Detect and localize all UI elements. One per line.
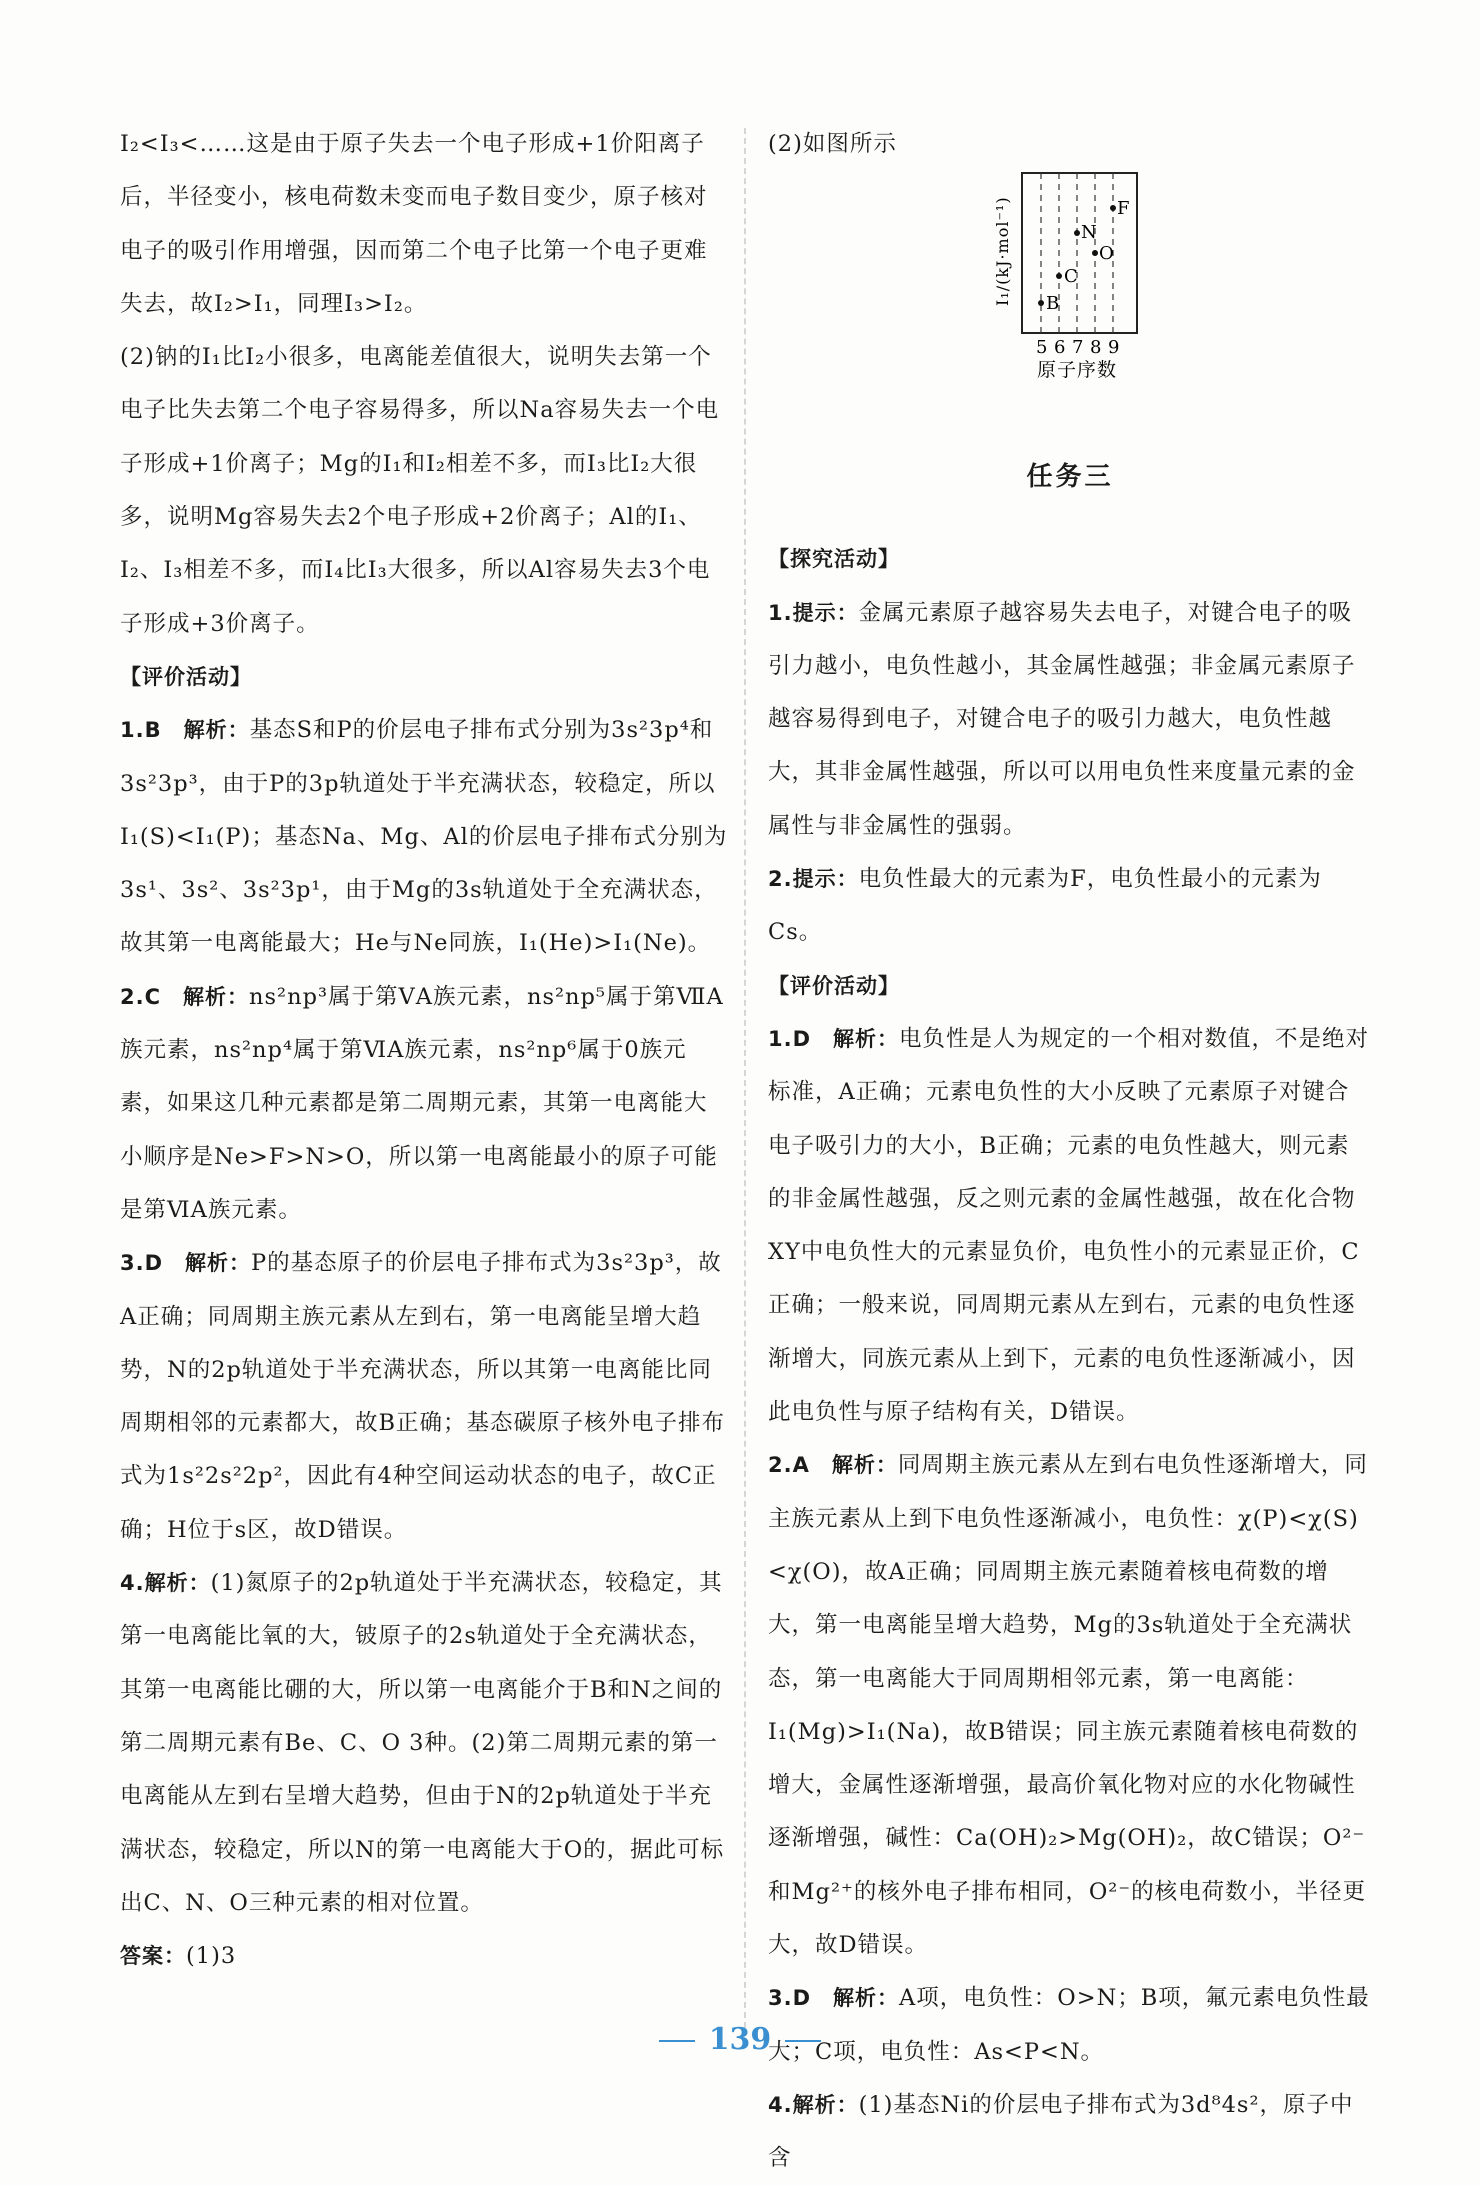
eval-answer-3-head: 3.D 解析： bbox=[768, 1986, 900, 2011]
eval-answer-4-head: 4.解析： bbox=[768, 2092, 859, 2117]
chart-frame bbox=[1022, 173, 1137, 333]
answer-4 bbox=[120, 1557, 730, 1930]
answer-1 bbox=[120, 704, 730, 970]
left-paragraph-1: I₂<I₃<……这是由于原子失去一个电子形成+1价阳离子后，半径变小，核电荷数未变而电子数目变少，原子核对电子的吸引作用增强，因而第二个电子比第一个电子更难失去，故I₂>I₁，同理I₃>I₂。 bbox=[120, 131, 708, 317]
figure-caption: (2)如图所示 bbox=[768, 131, 897, 157]
answer-3-head: 3.D 解析： bbox=[120, 1251, 252, 1276]
answer-final-head: 答案： bbox=[120, 1944, 186, 1969]
x-tick-5: 5 bbox=[1036, 337, 1049, 359]
eval-answer-1 bbox=[768, 1013, 1372, 1439]
x-tick-8: 8 bbox=[1090, 337, 1103, 359]
point-label-O: O bbox=[1099, 243, 1115, 265]
answer-3 bbox=[120, 1237, 730, 1557]
answer-2 bbox=[120, 971, 730, 1237]
eval-answer-2-body: 同周期主族元素从左到右电负性逐渐增大，同主族元素从上到下电负性逐渐减小，电负性：χ(P)<χ(S)<χ(O)，故A正确；同周期主族元素随着核电荷数的增大，第一电离能呈增大趋势，Mg的3s轨道处于全充满状态，第一电离能大于同周期相邻元素，第一电离能：I₁(Mg)>I₁(Na)，故B错误；同主族元素随着核电荷数的增大，金属性逐渐增强，最高价氧化物对应的水化物碱性逐渐增强，碱性：Ca(OH)₂>Mg(OH)₂，故C错误；O²⁻和Mg²⁺的核外电子排布相同，O²⁻的核电荷数小，半径更大，故D错误。 bbox=[768, 1452, 1368, 1959]
answer-4-body: (1)氮原子的2p轨道处于半充满状态，较稳定，其第一电离能比氧的大，铍原子的2s轨道处于全充满状态，其第一电离能比硼的大，所以第一电离能介于B和N之间的第二周期元素有Be、C、O 3种。(2)第二周期元素的第一电离能从左到右呈增大趋势，但由于N的2p轨道处于半充满状态，较稳定，所以N的第一电离能大于O的，据此可标出C、N、O三种元素的相对位置。 bbox=[120, 1570, 725, 1916]
explore-2-body: 电负性最大的元素为F，电负性最小的元素为Cs。 bbox=[768, 866, 1322, 946]
eval-answer-4 bbox=[768, 2079, 1372, 2186]
left-column bbox=[120, 118, 730, 1983]
y-axis-label: I₁/(kJ·mol⁻¹) bbox=[993, 196, 1012, 307]
answer-4-head: 4.解析： bbox=[120, 1571, 211, 1596]
point-B bbox=[1038, 300, 1044, 306]
answer-1-body: 基态S和P的价层电子排布式分别为3s²3p⁴和3s²3p³，由于P的3p轨道处于半充满状态，较稳定，所以I₁(S)<I₁(P)；基态Na、Mg、Al的价层电子排布式分别为3s¹、3s²、3s²3p¹，由于Mg的3s轨道处于全充满状态，故其第一电离能最大；He与Ne同族，I₁(He)>I₁(Ne)。 bbox=[120, 717, 728, 957]
point-F bbox=[1110, 205, 1116, 211]
ionization-chart bbox=[970, 171, 1170, 401]
point-label-C: C bbox=[1064, 266, 1079, 288]
page-number-text: 139 bbox=[708, 2022, 772, 2057]
answer-final-body: (1)3 bbox=[186, 1943, 237, 1970]
point-label-B: B bbox=[1046, 293, 1061, 315]
x-tick-6: 6 bbox=[1054, 337, 1067, 359]
explore-1 bbox=[768, 587, 1372, 853]
answer-1-head: 1.B 解析： bbox=[120, 718, 250, 743]
answer-2-body: ns²np³属于第ⅤA族元素，ns²np⁵属于第ⅦA族元素，ns²np⁴属于第ⅥA族元素，ns²np⁶属于0族元素，如果这几种元素都是第二周期元素，其第一电离能大小顺序是Ne>F>N>O，所以第一电离能最小的原子可能是第ⅥA族元素。 bbox=[120, 983, 724, 1223]
answer-final bbox=[120, 1930, 730, 1983]
right-column bbox=[768, 118, 1372, 2186]
explore-1-body: 金属元素原子越容易失去电子，对键合电子的吸引力越小，电负性越小，其金属性越强；非金属元素原子越容易得到电子，对键合电子的吸引力越大，电负性越大，其非金属性越强，所以可以用电负性来度量元素的金属性与非金属性的强弱。 bbox=[768, 599, 1356, 839]
eval-answer-3-body: A项，电负性：O>N；B项，氟元素电负性最大；C项，电负性：As<P<N。 bbox=[768, 1985, 1370, 2065]
x-tick-9: 9 bbox=[1108, 337, 1121, 359]
task-title: 任务三 bbox=[1026, 462, 1114, 493]
section-eval-right: 【评价活动】 bbox=[768, 973, 900, 998]
point-N bbox=[1074, 230, 1080, 236]
explore-2-head: 2.提示： bbox=[768, 867, 859, 892]
answer-2-head: 2.C 解析： bbox=[120, 984, 250, 1009]
eval-answer-2-head: 2.A 解析： bbox=[768, 1453, 898, 1478]
point-C bbox=[1056, 273, 1062, 279]
section-explore: 【探究活动】 bbox=[768, 547, 900, 572]
column-divider bbox=[744, 128, 746, 2028]
explore-1-head: 1.提示： bbox=[768, 600, 859, 625]
eval-answer-4-body: (1)基态Ni的价层电子排布式为3d⁸4s²，原子中含 bbox=[768, 2091, 1354, 2172]
page-number-dash-left bbox=[659, 2040, 695, 2042]
x-axis-label: 原子序数 bbox=[1036, 359, 1118, 382]
left-paragraph-2: (2)钠的I₁比I₂小很多，电离能差值很大，说明失去第一个电子比失去第二个电子容易得多，所以Na容易失去一个电子形成+1价离子；Mg的I₁和I₂相差不多，而I₃比I₂大很多，说明Mg容易失去2个电子形成+2价离子；Al的I₁、I₂、I₃相差不多，而I₄比I₃大很多，所以Al容易失去3个电子形成+3价离子。 bbox=[120, 344, 720, 637]
eval-answer-1-head: 1.D 解析： bbox=[768, 1026, 900, 1051]
eval-answer-2 bbox=[768, 1439, 1372, 1972]
ionization-figure bbox=[768, 171, 1372, 421]
point-O bbox=[1092, 250, 1098, 256]
page-number bbox=[0, 2022, 1480, 2057]
answer-3-body: P的基态原子的价层电子排布式为3s²3p³，故A正确；同周期主族元素从左到右，第一电离能呈增大趋势，N的2p轨道处于半充满状态，所以其第一电离能比同周期相邻的元素都大，故B正确；基态碳原子核外电子排布式为1s²2s²2p²，因此有4种空间运动状态的电子，故C正确；H位于s区，故D错误。 bbox=[120, 1250, 726, 1543]
eval-answer-1-body: 电负性是人为规定的一个相对数值，不是绝对标准，A正确；元素电负性的大小反映了元素原子对键合电子吸引力的大小，B正确；元素的电负性越大，则元素的非金属性越强，反之则元素的金属性越强，故在化合物XY中电负性大的元素显负价，电负性小的元素显正价，C正确；一般来说，同周期元素从左到右，元素的电负性逐渐增大，同族元素从上到下，元素的电负性逐渐减小，因此电负性与原子结构有关，D错误。 bbox=[768, 1025, 1370, 1426]
point-label-N: N bbox=[1081, 222, 1098, 244]
page-number-dash-right bbox=[785, 2040, 821, 2042]
point-label-F: F bbox=[1117, 198, 1131, 220]
section-eval-left: 【评价活动】 bbox=[120, 664, 252, 689]
x-tick-7: 7 bbox=[1072, 337, 1085, 359]
explore-2 bbox=[768, 853, 1372, 960]
